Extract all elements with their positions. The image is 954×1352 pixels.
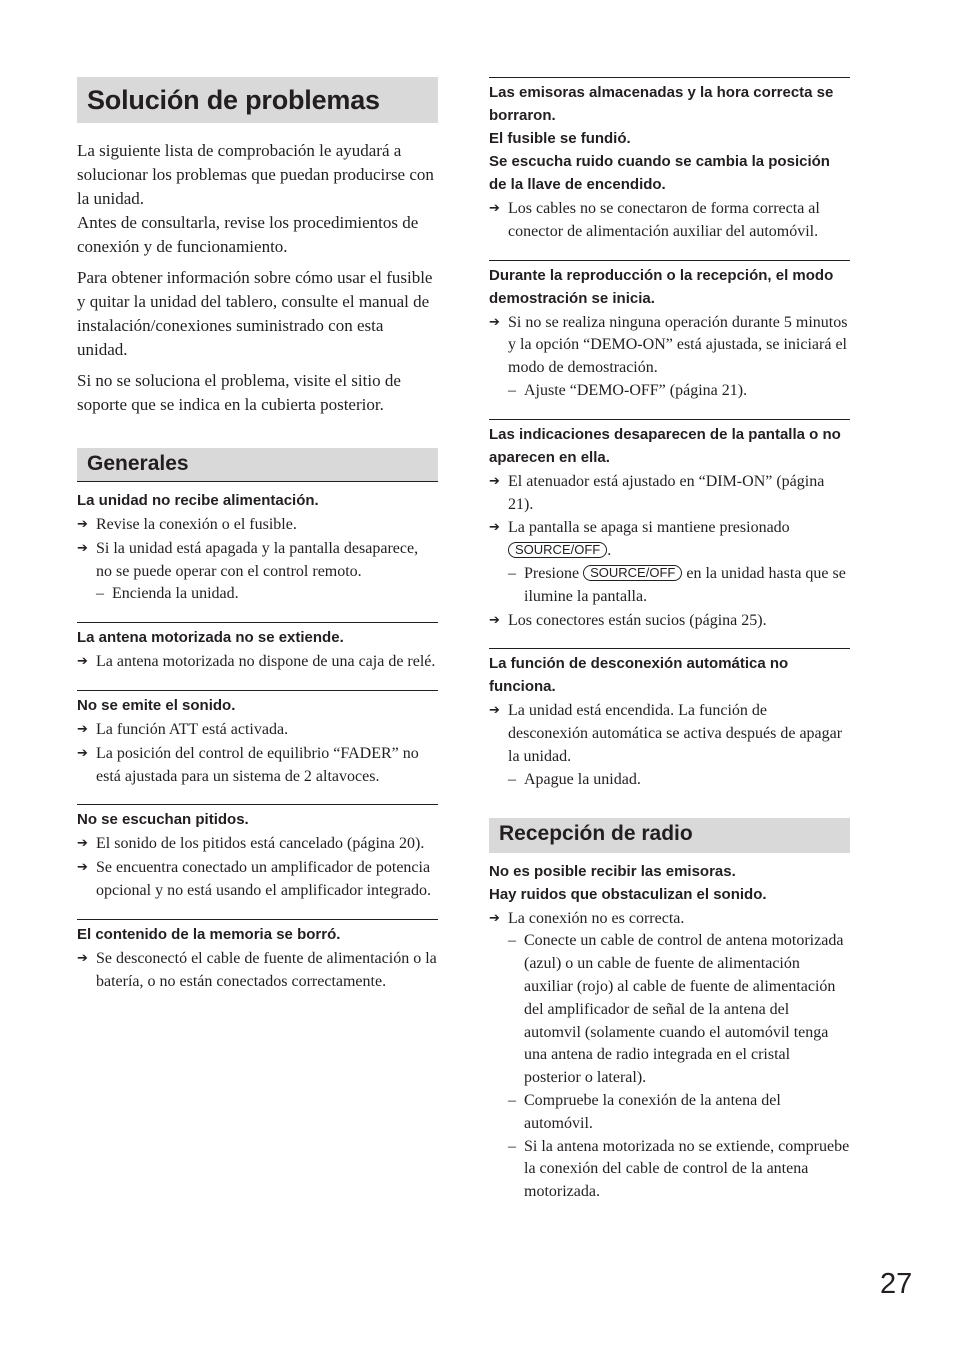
arrow-right-icon: ➔: [489, 703, 500, 719]
issue-heading: [489, 81, 850, 196]
arrow-right-icon: ➔: [77, 540, 88, 556]
solution-text: La posición del control de equilibrio “FADER” no está ajustada para un sistema de 2 altavoces.: [96, 744, 419, 785]
issue-heading: No se emite el sonido.: [77, 696, 236, 714]
issue-block: [489, 260, 850, 403]
sub-solution-text: Compruebe la conexión de la antena del automóvil.: [524, 1091, 781, 1132]
source-off-key: SOURCE/OFF: [508, 542, 607, 558]
solution-item: [77, 719, 438, 742]
solution-text: Los cables no se conectaron de forma correcta al conector de alimentación auxiliar del automóvil.: [508, 200, 820, 240]
solution-text: .: [607, 542, 612, 560]
arrow-right-icon: ➔: [489, 473, 500, 489]
issue-block: [489, 419, 850, 633]
dash-bullet: –: [508, 1137, 516, 1155]
issue-block: [77, 919, 438, 994]
issue-heading: No se escuchan pitidos.: [77, 811, 249, 829]
solution-text: El atenuador está ajustado en “DIM-ON” (página 21).: [508, 472, 825, 513]
sub-solution: [489, 1136, 850, 1204]
solution-text: Si no se realiza ninguna operación durante 5 minutos y la opción “DEMO-ON” está ajustada, se iniciará el modo de demostración.: [508, 313, 848, 377]
solution-item: [77, 833, 438, 856]
issue-heading: La antena motorizada no se extiende.: [77, 629, 344, 647]
solution-item: [489, 700, 850, 768]
intro-paragraph: La siguiente lista de comprobación le ayudará a solucionar los problemas que puedan producirse con la unidad.: [77, 141, 434, 208]
issue-heading: [489, 860, 850, 906]
issue-block: [77, 804, 438, 902]
issue-heading-line: Hay ruidos que obstaculizan el sonido.: [489, 885, 767, 903]
solution-text: Se encuentra conectado un amplificador de potencia opcional y no está usando el amplificador integrado.: [96, 859, 432, 899]
issue-heading: Las indicaciones desaparecen de la pantalla o no aparecen en ella.: [489, 425, 841, 466]
sub-solution: [489, 380, 850, 403]
section-title: Generales: [87, 452, 189, 475]
section-header-generales: [77, 448, 438, 482]
solution-text: Los conectores están sucios (página 25).: [508, 611, 767, 629]
solution-item: [77, 948, 438, 994]
arrow-right-icon: ➔: [489, 612, 500, 628]
issue-block: [77, 489, 438, 606]
solution-item: [77, 651, 438, 674]
sub-solution-text: Presione: [524, 564, 580, 582]
sub-solution-text: Si la antena motorizada no se extiende, compruebe la conexión del cable de control de la antena motorizada.: [524, 1137, 850, 1201]
issue-block: [77, 622, 438, 674]
arrow-right-icon: ➔: [77, 950, 88, 966]
solution-item: [77, 538, 438, 584]
page-title: Solución de problemas: [87, 85, 380, 115]
page-title-bar: [77, 77, 438, 123]
arrow-right-icon: ➔: [77, 654, 88, 670]
solution-item: [489, 517, 850, 563]
solution-text: El sonido de los pitidos está cancelado (página 20).: [96, 835, 425, 853]
issue-block: [489, 648, 850, 791]
dash-bullet: –: [508, 381, 516, 399]
issue-heading-line: El fusible se fundió.: [489, 130, 631, 147]
arrow-right-icon: ➔: [77, 517, 88, 532]
solution-text: La pantalla se apaga si mantiene presionado: [508, 519, 790, 537]
arrow-right-icon: ➔: [77, 860, 88, 876]
issue-block: [77, 690, 438, 788]
solution-text: Revise la conexión o el fusible.: [96, 516, 297, 533]
issue-block: [489, 77, 850, 244]
solution-item: [489, 471, 850, 517]
sub-solution-text: Conecte un cable de control de antena motorizada (azul) o un cable de fuente de alimentación auxiliar (rojo) al cable de fuente de alimentación del amplificador de señal de la antena del automvil (solamente cuando el automóvil tenga una antena de radio integrada en el cristal posterior o lateral).: [524, 932, 844, 1087]
dash-bullet: –: [508, 770, 516, 788]
solution-item: [77, 743, 438, 789]
section-title: Recepción de radio: [499, 821, 693, 845]
intro-paragraph: Si no se soluciona el problema, visite el sitio de soporte que se indica en la cubierta posterior.: [77, 371, 401, 414]
sub-solution: [489, 769, 850, 792]
arrow-right-icon: ➔: [77, 721, 88, 737]
solution-text: La función ATT está activada.: [96, 720, 289, 738]
sub-solution-text: Apague la unidad.: [524, 770, 641, 788]
arrow-right-icon: ➔: [77, 745, 88, 761]
dash-bullet: –: [96, 585, 104, 603]
solution-text: Se desconectó el cable de fuente de alimentación o la batería, o no están conectados correctamente.: [96, 949, 437, 990]
sub-solution: [489, 1090, 850, 1136]
issue-heading: La unidad no recibe alimentación.: [77, 492, 319, 509]
solution-text: La antena motorizada no dispone de una caja de relé.: [96, 653, 436, 671]
section-header-radio: [489, 818, 850, 853]
sub-solution: [77, 583, 438, 606]
issue-heading-line: Las emisoras almacenadas y la hora correcta se borraron.: [489, 84, 834, 124]
solution-text: La conexión no es correcta.: [508, 909, 685, 927]
issue-block: [489, 860, 850, 1204]
right-column: [489, 77, 850, 1204]
issue-heading: El contenido de la memoria se borró.: [77, 925, 341, 943]
dash-bullet: –: [508, 1091, 516, 1109]
sub-solution: [489, 563, 850, 609]
solution-item: [77, 514, 438, 537]
issue-heading-line: Se escucha ruido cuando se cambia la posición de la llave de encendido.: [489, 153, 830, 193]
intro-paragraph: Antes de consultarla, revise los procedimientos de conexión y de funcionamiento.: [77, 213, 419, 256]
arrow-right-icon: ➔: [489, 520, 500, 536]
sub-solution: [489, 930, 850, 1090]
dash-bullet: –: [508, 932, 516, 950]
sub-solution-text: Encienda la unidad.: [112, 585, 239, 603]
solution-text: La unidad está encendida. La función de desconexión automática se activa después de apagar la unidad.: [508, 702, 843, 765]
solution-text: Si la unidad está apagada y la pantalla desaparece, no se puede operar con el control remoto.: [96, 539, 419, 580]
intro: [77, 139, 438, 417]
solution-item: [77, 857, 438, 903]
arrow-right-icon: ➔: [77, 836, 88, 852]
arrow-right-icon: ➔: [489, 314, 500, 330]
solution-item: [489, 610, 850, 633]
sub-solution-text: Ajuste “DEMO-OFF” (página 21).: [524, 381, 748, 399]
solution-item: [489, 198, 850, 244]
intro-paragraph: Para obtener información sobre cómo usar el fusible y quitar la unidad del tablero, consulte el manual de instalación/conexiones suministrado con esta unidad.: [77, 268, 433, 359]
issue-heading: La función de desconexión automática no funciona.: [489, 655, 789, 696]
left-column: [77, 77, 438, 993]
solution-item: [489, 908, 850, 931]
issue-heading-line: No es posible recibir las emisoras.: [489, 862, 736, 880]
page-number: 27: [880, 1268, 913, 1300]
arrow-right-icon: ➔: [489, 910, 500, 926]
solution-item: [489, 312, 850, 380]
issue-heading: Durante la reproducción o la recepción, el modo demostración se inicia.: [489, 266, 834, 307]
source-off-key: SOURCE/OFF: [583, 565, 682, 581]
sub-solution-text: en la unidad hasta que se ilumine la pantalla.: [524, 564, 846, 605]
arrow-right-icon: ➔: [489, 201, 500, 216]
dash-bullet: –: [508, 564, 516, 582]
